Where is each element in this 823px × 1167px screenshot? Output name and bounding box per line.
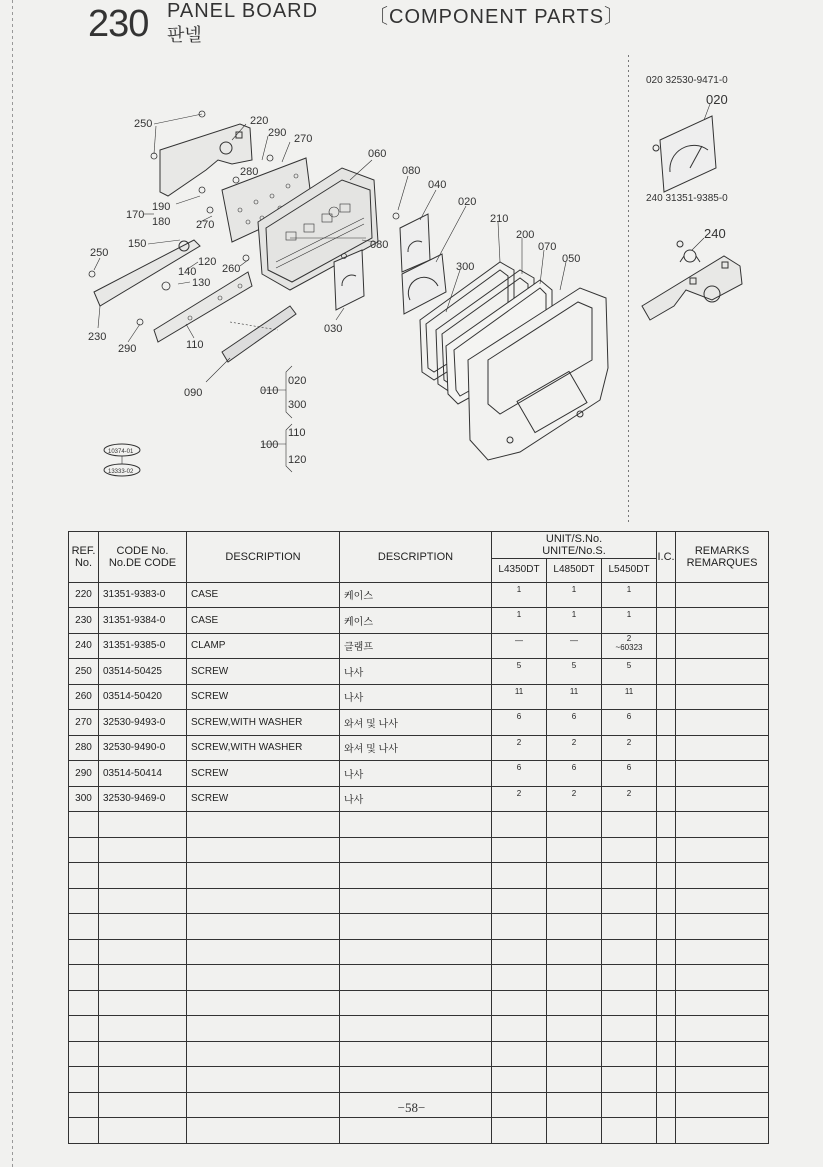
qty-l4350dt-cell: [492, 990, 547, 1016]
ic-cell: [657, 684, 676, 710]
stamp-top: 10374-01: [108, 449, 134, 455]
table-row: [69, 1016, 769, 1042]
callout-270b: 270: [196, 219, 215, 231]
qty-l4850dt-cell: 11: [547, 684, 602, 710]
remarks-cell: [676, 939, 769, 965]
qty-l4850dt-cell: 6: [547, 710, 602, 736]
description-ko-cell: 와셔 및 나사: [340, 735, 492, 761]
callout-090: 090: [184, 387, 203, 399]
ref-cell: 240: [69, 633, 99, 659]
ic-cell: [657, 710, 676, 736]
qty-l5450dt-cell: 11: [602, 684, 657, 710]
ic-cell: [657, 863, 676, 889]
callout-270: 270: [294, 133, 313, 145]
callout-050: 050: [562, 253, 581, 265]
qty-l4350dt-cell: [492, 863, 547, 889]
qty-l5450dt-cell: 1: [602, 608, 657, 634]
qty-l4350dt-cell: 11: [492, 684, 547, 710]
ic-cell: [657, 633, 676, 659]
table-row: [69, 761, 769, 787]
group-callout-120: 120: [288, 454, 307, 466]
qty-l4350dt-cell: 1: [492, 608, 547, 634]
ic-cell: [657, 582, 676, 608]
page-subtitle: 〔COMPONENT PARTS〕: [368, 6, 626, 28]
qty-l5450dt-cell: [602, 633, 657, 659]
description-en-cell: CASE: [187, 582, 340, 608]
code-cell: [99, 1041, 187, 1067]
remarks-cell: [676, 633, 769, 659]
qty-l4350dt-cell: 6: [492, 761, 547, 787]
ic-cell: [657, 837, 676, 863]
description-en-cell: [187, 863, 340, 889]
remarks-cell: [676, 608, 769, 634]
ref-cell: 220: [69, 582, 99, 608]
callout-220: 220: [250, 115, 269, 127]
description-en-cell: SCREW: [187, 659, 340, 685]
callout-020: 020: [458, 196, 477, 208]
remarks-cell: [676, 1016, 769, 1042]
qty-l4350dt-cell: 1: [492, 582, 547, 608]
remarks-cell: [676, 990, 769, 1016]
callout-260: 260: [222, 263, 241, 275]
inset-callout-240: 240: [704, 226, 726, 241]
inset-callout-020: 020: [706, 92, 728, 107]
ref-cell: [69, 965, 99, 991]
description-en-cell: [187, 939, 340, 965]
ref-cell: [69, 863, 99, 889]
code-cell: [99, 812, 187, 838]
qty-l4850dt-cell: [547, 965, 602, 991]
qty-serial-note: ~60323: [615, 642, 643, 652]
code-cell: [99, 990, 187, 1016]
description-ko-cell: [340, 990, 492, 1016]
remarks-cell: [676, 914, 769, 940]
description-ko-cell: [340, 914, 492, 940]
code-cell: [99, 1118, 187, 1144]
callout-120: 120: [198, 256, 217, 268]
callout-110: 110: [186, 339, 204, 351]
qty-l5450dt-cell: [602, 939, 657, 965]
description-ko-cell: [340, 812, 492, 838]
description-ko-cell: [340, 965, 492, 991]
description-ko-cell: [340, 863, 492, 889]
qty-l5450dt-cell: [602, 990, 657, 1016]
callout-100: 100: [260, 439, 279, 451]
ic-cell: [657, 1118, 676, 1144]
qty-l5450dt-cell: [602, 888, 657, 914]
qty-l4350dt-cell: [492, 1067, 547, 1093]
header-code-no: CODE No. No.DE CODE: [99, 532, 187, 583]
qty-l5450dt-cell: [602, 1041, 657, 1067]
code-cell: 32530-9493-0: [99, 710, 187, 736]
qty-l4850dt-cell: [547, 812, 602, 838]
description-ko-cell: [340, 1041, 492, 1067]
ic-cell: [657, 1067, 676, 1093]
callout-060: 060: [368, 148, 387, 160]
header-remarks: REMARKS REMARQUES: [676, 532, 769, 583]
remarks-cell: [676, 837, 769, 863]
table-row: [69, 684, 769, 710]
description-ko-cell: 케이스: [340, 582, 492, 608]
qty-l5450dt-cell: [602, 965, 657, 991]
qty-l5450dt-cell: [602, 1016, 657, 1042]
description-en-cell: [187, 837, 340, 863]
code-cell: 31351-9385-0: [99, 633, 187, 659]
header-model-l4850dt: L4850DT: [547, 559, 602, 583]
stamp-bottom: 13333-02: [108, 469, 134, 475]
qty-l4850dt-cell: 5: [547, 659, 602, 685]
ref-cell: [69, 812, 99, 838]
remarks-cell: [676, 888, 769, 914]
code-cell: [99, 965, 187, 991]
qty-l4850dt-cell: 2: [547, 786, 602, 812]
header-ic: I.C.: [657, 532, 676, 583]
code-cell: [99, 914, 187, 940]
description-en-cell: [187, 888, 340, 914]
ref-cell: [69, 1067, 99, 1093]
ic-cell: [657, 1016, 676, 1042]
description-en-cell: [187, 812, 340, 838]
callout-180: 180: [152, 216, 171, 228]
qty-l4350dt-cell: [492, 939, 547, 965]
table-row: [69, 633, 769, 659]
header-description-en: DESCRIPTION: [187, 532, 340, 583]
qty-l4850dt-cell: [547, 863, 602, 889]
table-row: [69, 1041, 769, 1067]
qty-l4850dt-cell: [547, 1067, 602, 1093]
callout-210: 210: [490, 213, 509, 225]
remarks-cell: [676, 863, 769, 889]
callout-250: 250: [134, 118, 153, 130]
ref-cell: 230: [69, 608, 99, 634]
ref-cell: [69, 1016, 99, 1042]
table-row: [69, 710, 769, 736]
callout-170: 170: [126, 209, 145, 221]
remarks-cell: [676, 710, 769, 736]
qty-l4350dt-cell: [492, 837, 547, 863]
ic-cell: [657, 1041, 676, 1067]
remarks-cell: [676, 965, 769, 991]
qty-l4350dt-cell: [492, 914, 547, 940]
code-cell: [99, 939, 187, 965]
remarks-cell: [676, 1067, 769, 1093]
code-cell: 31351-9384-0: [99, 608, 187, 634]
code-cell: 32530-9469-0: [99, 786, 187, 812]
description-en-cell: SCREW,WITH WASHER: [187, 735, 340, 761]
remarks-cell: [676, 1118, 769, 1144]
callout-040: 040: [428, 179, 447, 191]
ic-cell: [657, 914, 676, 940]
callout-080b: 080: [370, 239, 389, 251]
table-row: [69, 735, 769, 761]
table-row: [69, 786, 769, 812]
remarks-cell: [676, 761, 769, 787]
qty-l4850dt-cell: [547, 1041, 602, 1067]
ref-cell: 270: [69, 710, 99, 736]
qty-l4850dt-cell: 2: [547, 735, 602, 761]
table-row: [69, 914, 769, 940]
description-en-cell: [187, 990, 340, 1016]
ref-cell: [69, 990, 99, 1016]
qty-l4850dt-cell: —: [547, 633, 602, 659]
qty-l5450dt-cell: [602, 1118, 657, 1144]
table-row: [69, 888, 769, 914]
code-cell: 03514-50420: [99, 684, 187, 710]
description-ko-cell: 나사: [340, 659, 492, 685]
header-model-l4350dt: L4350DT: [492, 559, 547, 583]
table-row: [69, 1067, 769, 1093]
description-ko-cell: [340, 837, 492, 863]
group-callout-020: 020: [288, 375, 307, 387]
qty-l5450dt-cell: 2: [602, 735, 657, 761]
qty-l4850dt-cell: 1: [547, 582, 602, 608]
ic-cell: [657, 990, 676, 1016]
page-title-korean: 판넬: [167, 25, 202, 45]
qty-l5450dt-cell: 6: [602, 710, 657, 736]
callout-030: 030: [324, 323, 343, 335]
ref-cell: [69, 837, 99, 863]
code-cell: 03514-50414: [99, 761, 187, 787]
remarks-cell: [676, 812, 769, 838]
qty-l4350dt-cell: 2: [492, 786, 547, 812]
qty-l5450dt-cell: [602, 837, 657, 863]
description-en-cell: [187, 1118, 340, 1144]
qty-l4350dt-cell: 6: [492, 710, 547, 736]
table-row: [69, 939, 769, 965]
description-ko-cell: [340, 1067, 492, 1093]
page-number: −58−: [397, 1100, 426, 1115]
callout-200: 200: [516, 229, 535, 241]
ref-cell: [69, 914, 99, 940]
callout-070: 070: [538, 241, 557, 253]
callout-080: 080: [402, 165, 421, 177]
qty-l5450dt-cell: 5: [602, 659, 657, 685]
table-row: [69, 837, 769, 863]
description-ko-cell: [340, 939, 492, 965]
table-row: [69, 812, 769, 838]
description-en-cell: SCREW: [187, 786, 340, 812]
qty-l4850dt-cell: [547, 837, 602, 863]
table-row: [69, 965, 769, 991]
ic-cell: [657, 659, 676, 685]
ref-cell: 290: [69, 761, 99, 787]
description-ko-cell: [340, 888, 492, 914]
description-ko-cell: [340, 1118, 492, 1144]
ref-cell: 280: [69, 735, 99, 761]
callout-190: 190: [152, 201, 171, 213]
ic-cell: [657, 786, 676, 812]
qty-l5450dt-cell: 2: [602, 786, 657, 812]
description-en-cell: CASE: [187, 608, 340, 634]
qty-l4350dt-cell: 2: [492, 735, 547, 761]
description-ko-cell: 와셔 및 나사: [340, 710, 492, 736]
qty-l4350dt-cell: [492, 1016, 547, 1042]
qty-l5450dt-cell: 6: [602, 761, 657, 787]
callout-230: 230: [88, 331, 107, 343]
inset-bottom-label: 240 31351-9385-0: [646, 193, 728, 204]
remarks-cell: [676, 1041, 769, 1067]
header-description-ko: DESCRIPTION: [340, 532, 492, 583]
ref-cell: 260: [69, 684, 99, 710]
description-ko-cell: 나사: [340, 786, 492, 812]
description-en-cell: [187, 965, 340, 991]
ref-cell: [69, 888, 99, 914]
code-cell: [99, 863, 187, 889]
qty-l4850dt-cell: [547, 939, 602, 965]
header-ref-no: REF. No.: [69, 532, 99, 583]
callout-130: 130: [192, 277, 211, 289]
qty-l4350dt-cell: [492, 888, 547, 914]
description-en-cell: SCREW,WITH WASHER: [187, 710, 340, 736]
description-en-cell: CLAMP: [187, 633, 340, 659]
header-unit: UNIT/S.No. UNITE/No.S.: [492, 532, 657, 559]
parts-table: [68, 531, 769, 1144]
remarks-cell: [676, 659, 769, 685]
callout-150: 150: [128, 238, 147, 250]
inset-top-label: 020 32530-9471-0: [646, 75, 728, 86]
ic-cell: [657, 761, 676, 787]
qty-l4850dt-cell: [547, 1118, 602, 1144]
qty-value: 2: [626, 633, 632, 643]
callout-140: 140: [178, 266, 197, 278]
remarks-cell: [676, 684, 769, 710]
callout-010: 010: [260, 385, 279, 397]
ic-cell: [657, 735, 676, 761]
ic-cell: [657, 608, 676, 634]
qty-l4350dt-cell: [492, 812, 547, 838]
qty-l4350dt-cell: [492, 1041, 547, 1067]
code-cell: 03514-50425: [99, 659, 187, 685]
remarks-cell: [676, 735, 769, 761]
table-row: [69, 863, 769, 889]
ic-cell: [657, 965, 676, 991]
qty-l5450dt-cell: [602, 863, 657, 889]
qty-l4850dt-cell: 1: [547, 608, 602, 634]
header-model-l5450dt: L5450DT: [602, 559, 657, 583]
code-cell: [99, 888, 187, 914]
ref-cell: [69, 1118, 99, 1144]
callout-280: 280: [240, 166, 259, 178]
qty-l4350dt-cell: [492, 1118, 547, 1144]
description-ko-cell: 나사: [340, 761, 492, 787]
qty-l4850dt-cell: [547, 914, 602, 940]
qty-l4350dt-cell: 5: [492, 659, 547, 685]
qty-l5450dt-cell: 1: [602, 582, 657, 608]
ref-cell: [69, 1041, 99, 1067]
qty-l4350dt-cell: [492, 965, 547, 991]
description-en-cell: SCREW: [187, 684, 340, 710]
section-number: 230: [88, 3, 149, 45]
code-cell: 31351-9383-0: [99, 582, 187, 608]
code-cell: [99, 1067, 187, 1093]
callout-290b: 290: [118, 343, 137, 355]
ref-cell: 300: [69, 786, 99, 812]
callout-250b: 250: [90, 247, 109, 259]
qty-l5450dt-cell: [602, 914, 657, 940]
ic-cell: [657, 939, 676, 965]
description-ko-cell: 케이스: [340, 608, 492, 634]
qty-l4850dt-cell: [547, 1016, 602, 1042]
table-row: [69, 659, 769, 685]
remarks-cell: [676, 786, 769, 812]
description-en-cell: [187, 914, 340, 940]
callout-300: 300: [456, 261, 475, 273]
code-cell: 32530-9490-0: [99, 735, 187, 761]
table-row: [69, 608, 769, 634]
table-row: [69, 990, 769, 1016]
qty-l4850dt-cell: 6: [547, 761, 602, 787]
ref-cell: 250: [69, 659, 99, 685]
qty-l4350dt-cell: —: [492, 633, 547, 659]
remarks-cell: [676, 582, 769, 608]
group-callout-110: 110: [288, 427, 306, 439]
description-en-cell: [187, 1016, 340, 1042]
group-callout-300: 300: [288, 399, 307, 411]
table-row: [69, 582, 769, 608]
qty-l4850dt-cell: [547, 990, 602, 1016]
qty-l5450dt-cell: [602, 1067, 657, 1093]
code-cell: [99, 837, 187, 863]
page-title-english: PANEL BOARD: [167, 0, 319, 22]
description-en-cell: SCREW: [187, 761, 340, 787]
description-en-cell: [187, 1041, 340, 1067]
inset-separator: [628, 55, 629, 523]
description-ko-cell: 클램프: [340, 633, 492, 659]
ref-cell: [69, 939, 99, 965]
qty-l4850dt-cell: [547, 888, 602, 914]
ic-cell: [657, 812, 676, 838]
description-ko-cell: [340, 1016, 492, 1042]
code-cell: [99, 1016, 187, 1042]
callout-290: 290: [268, 127, 287, 139]
ic-cell: [657, 888, 676, 914]
description-en-cell: [187, 1067, 340, 1093]
qty-l5450dt-cell: [602, 812, 657, 838]
table-row: [69, 1118, 769, 1144]
description-ko-cell: 나사: [340, 684, 492, 710]
